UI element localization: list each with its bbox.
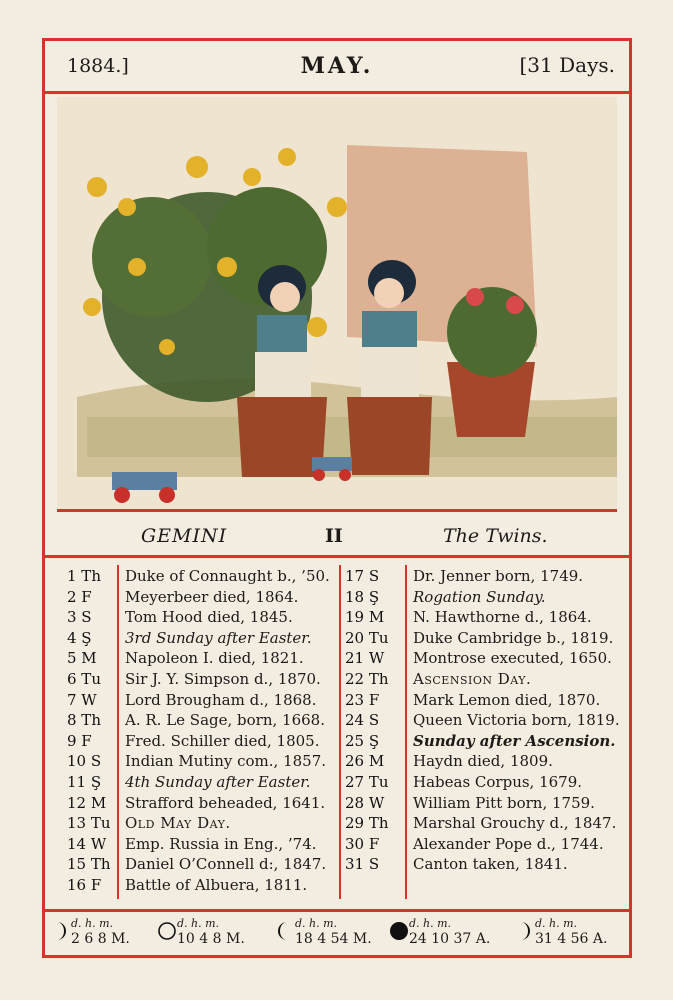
day-number: 31 S — [345, 855, 380, 874]
day-event: William Pitt born, 1759. — [413, 793, 595, 812]
day-event: Meyerbeer died, 1864. — [125, 587, 299, 606]
day-number: 11 Ş — [67, 773, 102, 791]
gemini-symbol: II — [325, 525, 343, 547]
zodiac-meaning: The Twins. — [443, 525, 548, 547]
day-event: 3rd Sunday after Easter. — [125, 628, 312, 647]
day-number: 13 Tu — [67, 814, 111, 833]
year-label: 1884.] — [67, 55, 129, 77]
day-number: 18 Ş — [345, 587, 380, 606]
moon-time: 18 4 54 M. — [295, 931, 372, 947]
day-number: 3 S — [67, 608, 92, 627]
day-event: Haydn died, 1809. — [413, 752, 553, 771]
day-number: 10 S — [67, 752, 102, 771]
first-quarter-moon-icon — [515, 921, 535, 945]
day-event: Habeas Corpus, 1679. — [413, 773, 583, 791]
day-number: 29 Th — [345, 814, 389, 833]
day-number: 5 M — [67, 649, 97, 668]
day-event: Canton taken, 1841. — [413, 855, 568, 874]
divider-left-days — [117, 565, 119, 899]
day-event: Lord Brougham d., 1868. — [125, 690, 317, 709]
day-event: Sunday after Ascension. — [413, 731, 616, 750]
day-event: Fred. Schiller died, 1805. — [125, 731, 320, 750]
day-event: Queen Victoria born, 1819. — [413, 711, 620, 730]
day-event: Marshal Grouchy d., 1847. — [413, 814, 617, 833]
day-event: 4th Sunday after Easter. — [125, 773, 311, 791]
day-event: A. R. Le Sage, born, 1668. — [125, 711, 325, 730]
day-number: 8 Th — [67, 711, 101, 730]
day-event: Duke of Connaught b., ’50. — [125, 567, 330, 585]
day-number: 1 Th — [67, 567, 101, 585]
day-event: Dr. Jenner born, 1749. — [413, 567, 584, 585]
moon-time: 10 4 8 M. — [177, 931, 245, 947]
day-event: Napoleon I. died, 1821. — [125, 649, 304, 668]
first-quarter-moon-icon — [51, 921, 71, 945]
day-event: Alexander Pope d., 1744. — [413, 834, 604, 853]
day-number: 20 Tu — [345, 628, 389, 647]
day-number: 2 F — [67, 587, 92, 606]
day-event: Indian Mutiny com., 1857. — [125, 752, 327, 771]
day-number: 19 M — [345, 608, 385, 627]
day-number: 15 Th — [67, 855, 111, 874]
day-number: 4 Ş — [67, 628, 92, 647]
moon-units: d. h. m. — [177, 917, 220, 930]
last-quarter-moon-icon — [275, 921, 295, 945]
moon-units: d. h. m. — [409, 917, 452, 930]
day-number: 23 F — [345, 690, 380, 709]
day-number: 9 F — [67, 731, 92, 750]
day-number: 21 W — [345, 649, 385, 668]
day-event: Old May Day. — [125, 814, 231, 833]
day-event: Strafford beheaded, 1641. — [125, 793, 326, 812]
day-event: Montrose executed, 1650. — [413, 649, 612, 668]
day-event: Duke Cambridge b., 1819. — [413, 628, 614, 647]
day-number: 12 M — [67, 793, 107, 812]
divider-middle — [339, 565, 341, 899]
day-number: 25 Ş — [345, 731, 380, 750]
twins-illustration-image — [57, 97, 617, 509]
moon-phases — [45, 913, 629, 953]
day-number: 24 S — [345, 711, 380, 730]
moon-time: 2 6 8 M. — [71, 931, 130, 947]
days-count: [31 Days. — [519, 53, 615, 77]
moon-units: d. h. m. — [295, 917, 338, 930]
zodiac-band — [45, 515, 629, 558]
day-number: 16 F — [67, 876, 102, 894]
calendar-header — [45, 41, 629, 94]
day-number: 26 M — [345, 752, 385, 771]
day-event: Mark Lemon died, 1870. — [413, 690, 601, 709]
day-event: Rogation Sunday. — [413, 587, 546, 606]
day-event: N. Hawthorne d., 1864. — [413, 608, 592, 627]
moon-time: 31 4 56 A. — [535, 931, 608, 947]
day-number: 14 W — [67, 834, 107, 853]
day-number: 27 Tu — [345, 773, 389, 791]
divider-right-days — [405, 565, 407, 899]
day-event: Emp. Russia in Eng., ’74. — [125, 834, 317, 853]
day-number: 28 W — [345, 793, 385, 812]
day-event: Daniel O’Connell d:, 1847. — [125, 855, 327, 874]
day-number: 22 Th — [345, 670, 389, 688]
day-event: Tom Hood died, 1845. — [125, 608, 293, 627]
calendar-frame — [42, 38, 632, 958]
full-moon-icon — [157, 921, 177, 945]
day-event: Sir J. Y. Simpson d., 1870. — [125, 670, 321, 688]
moon-units: d. h. m. — [535, 917, 578, 930]
month-title: MAY. — [300, 53, 374, 79]
day-number: 17 S — [345, 567, 380, 585]
illustration-twins — [57, 97, 617, 512]
day-number: 30 F — [345, 834, 380, 853]
zodiac-sign: GEMINI — [141, 525, 228, 547]
moon-units: d. h. m. — [71, 917, 114, 930]
calendar-days — [45, 559, 629, 912]
moon-time: 24 10 37 A. — [409, 931, 491, 947]
new-moon-icon — [389, 921, 409, 945]
day-number: 6 Tu — [67, 670, 101, 688]
day-event: Battle of Albuera, 1811. — [125, 876, 308, 894]
day-event: Ascension Day. — [413, 670, 532, 688]
day-number: 7 W — [67, 690, 97, 709]
